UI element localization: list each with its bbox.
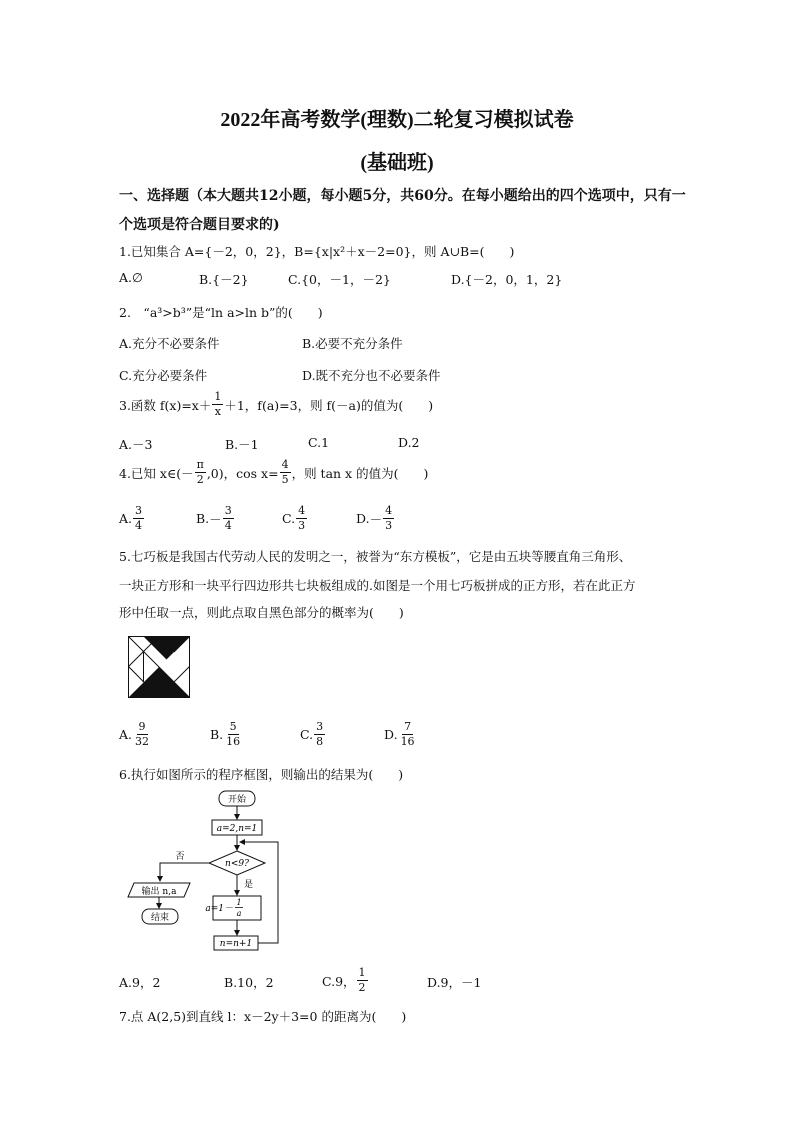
question-1-stem: 1.已知集合 A={－2，0，2}，B={x|x²＋x－2=0}，则 A∪B=( )	[119, 244, 515, 259]
q4-option-a-den: 4	[135, 519, 143, 532]
q5-option-d-fraction	[399, 720, 417, 749]
q4-option-d-den: 3	[385, 519, 393, 532]
q2-option-d: D.既不充分也不必要条件	[302, 368, 441, 383]
q5-option-a-den: 32	[135, 735, 150, 748]
page-subtitle: (基础班)	[360, 152, 434, 174]
q6-option-a: A.9，2	[119, 975, 161, 990]
section-header-line1: 一、选择题（本大题共12小题，每小题5分，共60分。在每小题给出的四个选项中，只有一	[119, 188, 686, 204]
q6-option-b: B.10，2	[224, 975, 274, 990]
q3-option-b: B.－1	[225, 437, 259, 452]
q3-stem-pre: 3.函数 f(x)=x＋	[119, 397, 212, 413]
q4-option-b-label: B.	[196, 511, 210, 526]
question-7-stem: 7.点 A(2,5)到直线 l：x－2y＋3=0 的距离为( )	[119, 1009, 407, 1024]
flow-no-label: 否	[175, 852, 185, 862]
q3-option-d: D.2	[398, 435, 420, 450]
flow-assign-den: a	[236, 909, 242, 918]
flow-assign-num: 1	[236, 898, 242, 907]
q5-option-d	[384, 720, 418, 749]
tangram-figure	[128, 636, 190, 698]
q1-option-a: A.∅	[119, 270, 143, 285]
q5-option-a-fraction	[133, 720, 151, 749]
q3-fraction	[212, 390, 223, 419]
question-4-stem	[119, 458, 428, 487]
flow-output-label: 输出 n,a	[141, 887, 177, 897]
q5-option-c-den: 8	[316, 735, 324, 748]
question-2-stem: 2. “a³>b³”是“ln a>ln b”的( )	[119, 305, 323, 320]
question-5-line1: 5.七巧板是我国古代劳动人民的发明之一，被誉为“东方模板”，它是由五块等腰直角三角形、	[119, 549, 632, 564]
section-header-line2: 个选项是符合题目要求的)	[119, 217, 280, 233]
q4-option-b-sign: －	[209, 511, 222, 527]
q5-option-a	[119, 720, 152, 749]
q4-stem-post: ，则 tan x 的值为( )	[291, 465, 429, 481]
q4-option-c-fraction	[296, 504, 307, 533]
q6-option-d: D.9，－1	[427, 975, 482, 990]
q5-option-b-fraction	[224, 720, 242, 749]
q1-option-b: B.{－2}	[199, 272, 249, 287]
flow-end-label: 结束	[150, 913, 170, 923]
q6-option-c-fraction	[357, 966, 368, 995]
flow-increment-label: n=n+1	[219, 939, 253, 949]
q4-option-c-den: 3	[298, 519, 306, 532]
q4-fraction-1	[195, 458, 206, 487]
q4-option-b-num: 3	[224, 504, 232, 517]
q2-option-c: C.充分必要条件	[119, 368, 208, 383]
q3-frac-den: x	[214, 405, 221, 418]
q6-option-c-num: 1	[358, 966, 366, 979]
q3-option-a: A.－3	[119, 437, 153, 452]
q4-frac1-den: 2	[196, 473, 204, 486]
q5-option-b	[210, 720, 243, 749]
q4-option-c-num: 4	[298, 504, 306, 517]
q4-stem-mid: ,0)，cos x=	[206, 465, 279, 481]
q4-option-b-fraction	[223, 504, 234, 533]
q5-option-d-num: 7	[404, 720, 412, 733]
flow-init-label: a=2,n=1	[216, 824, 258, 834]
q6-option-c-den: 2	[358, 981, 366, 994]
q6-option-c	[322, 966, 369, 995]
q5-option-b-label: B.	[210, 727, 224, 742]
q4-option-c	[282, 504, 308, 533]
question-6-stem: 6.执行如图所示的程序框图，则输出的结果为( )	[119, 767, 404, 782]
q5-option-a-num: 9	[138, 720, 146, 733]
q4-option-a	[119, 504, 145, 533]
q4-option-a-num: 3	[135, 504, 143, 517]
page-title: 2022年高考数学(理数)二轮复习模拟试卷	[220, 109, 574, 131]
flow-condition-label: n<9?	[225, 859, 249, 869]
q4-fraction-2	[280, 458, 291, 487]
q4-option-d-label: D.	[356, 511, 370, 526]
q3-option-c: C.1	[308, 435, 330, 450]
q4-frac2-num: 4	[281, 458, 289, 471]
q4-option-b-den: 4	[224, 519, 232, 532]
q5-option-d-label: D.	[384, 727, 398, 742]
q6-option-c-label: C.9，	[322, 973, 356, 989]
flow-yes-label: 是	[244, 880, 254, 890]
flow-start-label: 开始	[227, 795, 247, 805]
q4-option-c-label: C.	[282, 511, 296, 526]
q3-stem-post: ＋1，f(a)=3，则 f(－a)的值为( )	[224, 397, 434, 413]
q4-option-b	[196, 504, 235, 533]
q5-option-b-num: 5	[229, 720, 237, 733]
q4-frac1-num: π	[196, 458, 204, 471]
q4-option-d-fraction	[383, 504, 394, 533]
q5-option-c-num: 3	[316, 720, 324, 733]
q5-option-a-label: A.	[119, 727, 133, 742]
q5-option-b-den: 16	[226, 735, 241, 748]
q5-option-c-fraction	[314, 720, 325, 749]
question-5-line3: 形中任取一点，则此点取自黑色部分的概率为( )	[119, 605, 404, 620]
q4-option-a-label: A.	[119, 511, 133, 526]
q4-option-a-fraction	[133, 504, 144, 533]
q2-option-a: A.充分不必要条件	[119, 336, 220, 351]
q5-option-c	[300, 720, 326, 749]
q4-frac2-den: 5	[281, 473, 289, 486]
question-3-stem	[119, 390, 433, 419]
q4-option-d	[356, 504, 395, 533]
q4-option-d-num: 4	[385, 504, 393, 517]
q5-option-c-label: C.	[300, 727, 314, 742]
q4-option-d-sign: －	[369, 511, 383, 527]
q1-option-d: D.{－2，0，1，2}	[451, 272, 563, 287]
q5-option-d-den: 16	[400, 735, 415, 748]
q4-stem-pre: 4.已知 x∈(－	[119, 465, 194, 481]
flow-assign-pre: a=1－	[205, 904, 233, 914]
q1-option-c: C.{0，－1，－2}	[288, 272, 391, 287]
question-5-line2: 一块正方形和一块平行四边形共七块板组成的.如图是一个用七巧板拼成的正方形，若在此正方	[119, 578, 636, 593]
q2-option-b: B.必要不充分条件	[302, 336, 403, 351]
flowchart	[118, 788, 288, 953]
q3-frac-num: 1	[214, 390, 222, 403]
